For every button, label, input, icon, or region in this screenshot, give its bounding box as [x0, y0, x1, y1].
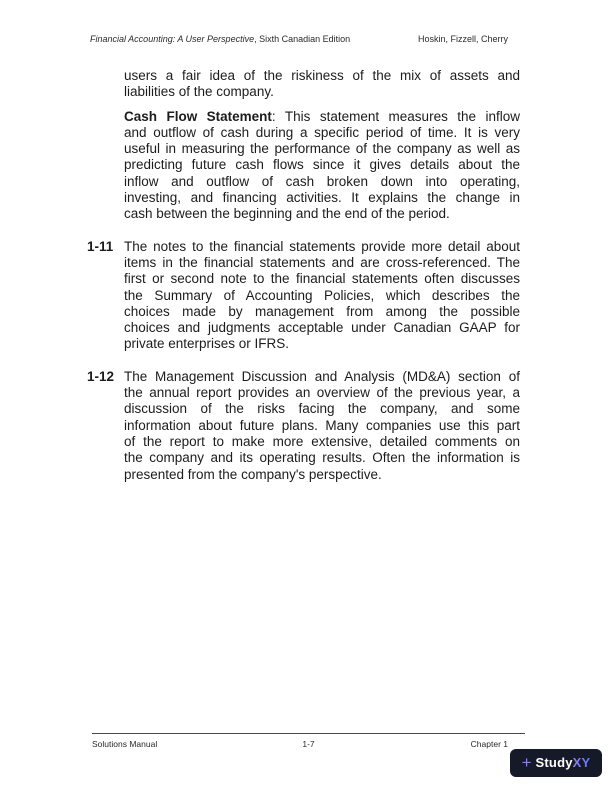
header-book-title-italic: Financial Accounting: A User Perspective	[90, 34, 255, 44]
footer-chapter-label: Chapter 1	[470, 739, 508, 749]
text-line: discussion of the risks facing the company, and some	[124, 401, 520, 417]
text-line: the annual report provides an overview of the previous year, a	[124, 385, 520, 401]
header-book-title	[90, 34, 350, 44]
page-header	[90, 34, 508, 44]
paragraph-1-11	[87, 238, 520, 353]
plus-icon: +	[521, 752, 532, 772]
paragraph-1-12	[87, 368, 520, 483]
text-line: inflow and outflow of cash broken down into operating,	[124, 173, 520, 189]
document-body	[87, 68, 520, 483]
question-number: 1-11	[87, 238, 114, 254]
text-line: useful in measuring the performance of the company as well as	[124, 141, 520, 157]
text-line: the Summary of Accounting Policies, which describes the	[124, 287, 520, 303]
text-line: choices made by management from among the possible	[124, 303, 520, 319]
paragraph-cash-flow-statement	[124, 109, 520, 223]
text-line: presented from the company's perspective.	[124, 466, 382, 482]
paragraph-continuation	[124, 68, 520, 101]
text-line: of the report to make more extensive, detailed comments on	[124, 433, 520, 449]
text-line: information about future plans. Many companies use this part	[124, 417, 520, 433]
text-line	[124, 109, 520, 125]
text-line: investing, and financing activities. It explains the change in	[124, 190, 520, 206]
text-line: choices and judgments acceptable under Canadian GAAP for	[124, 320, 520, 336]
footer-manual-label: Solutions Manual	[92, 739, 158, 749]
header-authors: Hoskin, Fizzell, Cherry	[417, 34, 508, 44]
text-line: liabilities of the company.	[124, 84, 274, 100]
studyxy-badge	[510, 749, 602, 777]
text-line: first or second note to the financial statements often discusses	[124, 271, 520, 287]
studyxy-brand-primary: Study	[535, 755, 573, 770]
cash-flow-lead: Cash Flow Statement	[124, 108, 272, 124]
text-line: The notes to the financial statements provide more detail about	[124, 238, 520, 254]
footer-divider	[92, 733, 525, 734]
text-line: the company and its operating results. Often the information is	[124, 450, 520, 466]
question-number: 1-12	[87, 368, 115, 384]
cash-flow-lead-rest: : This statement measures the inflow	[271, 108, 520, 124]
studyxy-wordmark	[536, 754, 591, 772]
page-footer	[92, 739, 525, 749]
header-book-title-edition: , Sixth Canadian Edition	[254, 34, 351, 44]
text-line: and outflow of cash during a specific period of time. It is very	[124, 124, 520, 140]
studyxy-brand-accent: XY	[572, 755, 591, 770]
text-line: items in the financial statements and are cross-referenced. The	[124, 254, 520, 270]
footer-page-number: 1-7	[302, 739, 315, 749]
text-line: predicting future cash flows since it gives details about the	[124, 157, 520, 173]
text-line: The Management Discussion and Analysis (MD&A) section of	[124, 368, 520, 384]
text-line: private enterprises or IFRS.	[124, 336, 290, 352]
text-line: cash between the beginning and the end of the period.	[124, 206, 450, 222]
text-line: users a fair idea of the riskiness of the mix of assets and	[124, 68, 520, 83]
